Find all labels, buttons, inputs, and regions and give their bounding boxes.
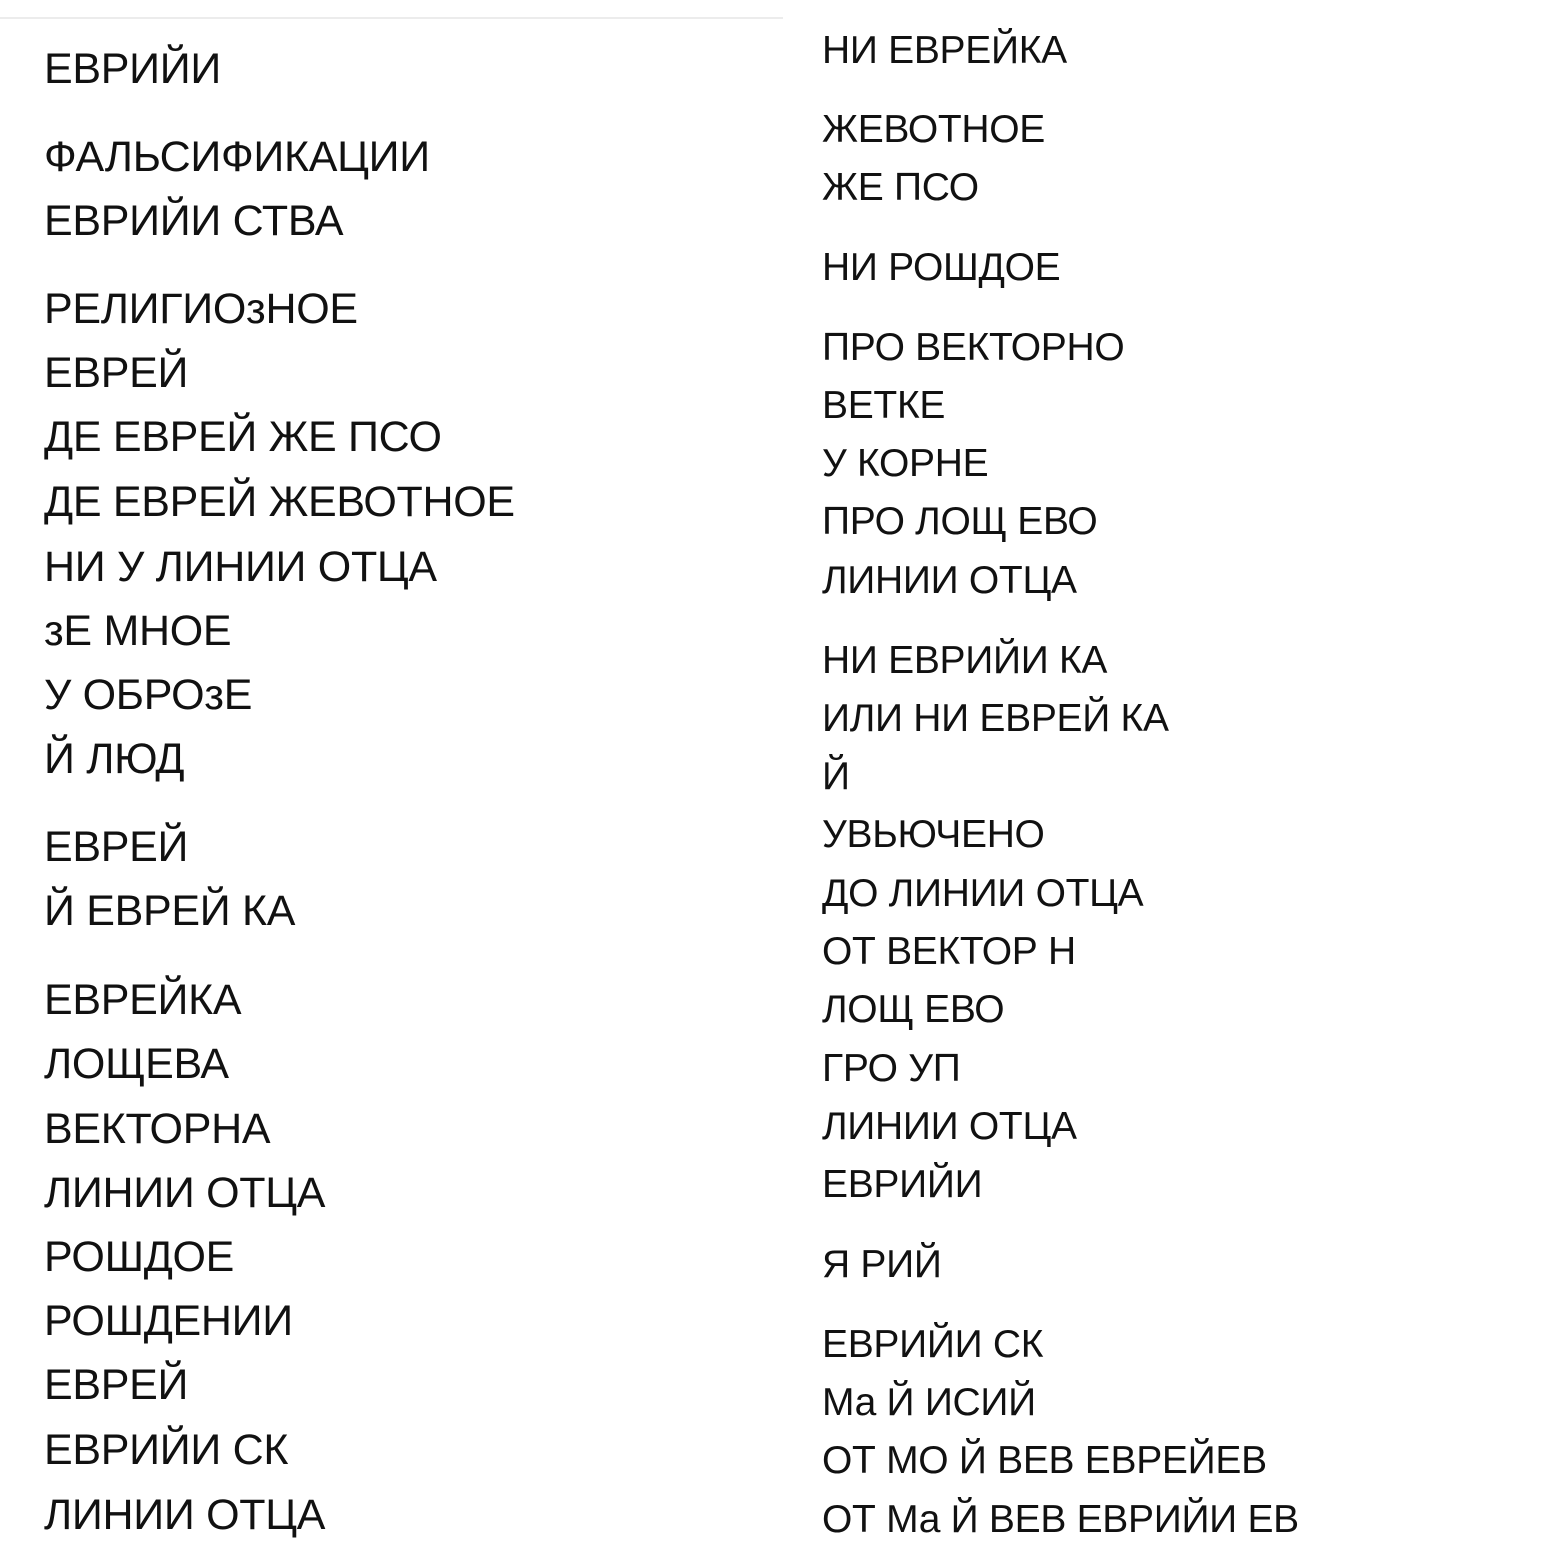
text-line: НИ ЕВРЕЙКА bbox=[822, 29, 1067, 72]
text-line: ИЛИ НИ ЕВРЕЙ КА bbox=[822, 697, 1169, 740]
text-line: ЕВРЕЙ bbox=[44, 823, 189, 871]
text-line: ЖЕВОТНОЕ bbox=[822, 108, 1046, 151]
text-line: ПРО ВЕКТОРНО bbox=[822, 326, 1125, 369]
text-line: НИ ЕВРИЙИ КА bbox=[822, 639, 1108, 682]
text-line: ОТ Ма Й ВЕВ ЕВРИЙИ ЕВ bbox=[822, 1498, 1299, 1541]
text-line: ЕВРИЙИ СТВА bbox=[44, 197, 344, 245]
text-line: ЛОЩЕВА bbox=[44, 1040, 229, 1088]
text-line: ЛИНИИ ОТЦА bbox=[822, 559, 1077, 602]
text-line: ЕВРЕЙКА bbox=[44, 976, 242, 1024]
text-line: У ОБРОзЕ bbox=[44, 671, 253, 719]
text-line: ЛОЩ ЕВО bbox=[822, 988, 1005, 1031]
text-line: Ма Й ИСИЙ bbox=[822, 1381, 1036, 1424]
text-line: Я РИЙ bbox=[822, 1243, 942, 1286]
text-line: ОТ ВЕКТОР Н bbox=[822, 930, 1076, 973]
text-line: ЕВРИЙИ bbox=[822, 1163, 983, 1206]
text-line: Й ЕВРЕЙ КА bbox=[44, 887, 296, 935]
text-line: НИ РОШДОЕ bbox=[822, 246, 1061, 289]
text-line: ГРО УП bbox=[822, 1047, 961, 1090]
text-line: ДЕ ЕВРЕЙ ЖЕ ПСО bbox=[44, 413, 442, 461]
text-line: У КОРНЕ bbox=[822, 442, 989, 485]
text-line: ВЕКТОРНА bbox=[44, 1105, 271, 1153]
text-line: ВЕТКЕ bbox=[822, 384, 946, 427]
text-line: ЕВРЕЙ bbox=[44, 349, 189, 397]
text-line: ОТ МО Й ВЕВ ЕВРЕЙЕВ bbox=[822, 1439, 1267, 1482]
text-line: ФАЛЬСИФИКАЦИИ bbox=[44, 133, 430, 181]
text-line: ЛИНИИ ОТЦА bbox=[822, 1105, 1077, 1148]
text-line: зЕ МНОЕ bbox=[44, 607, 232, 655]
text-line: УВЬЮЧЕНО bbox=[822, 813, 1045, 856]
top-divider bbox=[0, 17, 783, 19]
text-line: РЕЛИГИОзНОЕ bbox=[44, 285, 358, 333]
text-line: ЛИНИИ ОТЦА bbox=[44, 1491, 326, 1539]
text-line: ЕВРИЙИ СК bbox=[44, 1426, 289, 1474]
text-line: ЛИНИИ ОТЦА bbox=[44, 1169, 326, 1217]
text-line: ЕВРИЙИ СК bbox=[822, 1323, 1044, 1366]
text-line: РОШДЕНИИ bbox=[44, 1297, 293, 1345]
text-line: ЕВРИЙИ bbox=[44, 45, 221, 93]
text-line: ДЕ ЕВРЕЙ ЖЕВОТНОЕ bbox=[44, 478, 515, 526]
text-line: ЖЕ ПСО bbox=[822, 166, 979, 209]
text-line: Й ЛЮД bbox=[44, 735, 185, 783]
text-line: НИ У ЛИНИИ ОТЦА bbox=[44, 543, 437, 591]
text-line: РОШДОЕ bbox=[44, 1233, 235, 1281]
text-line: ПРО ЛОЩ ЕВО bbox=[822, 500, 1098, 543]
text-line: ДО ЛИНИИ ОТЦА bbox=[822, 872, 1144, 915]
text-line: Й bbox=[822, 755, 850, 798]
text-line: ЕВРЕЙ bbox=[44, 1361, 189, 1409]
